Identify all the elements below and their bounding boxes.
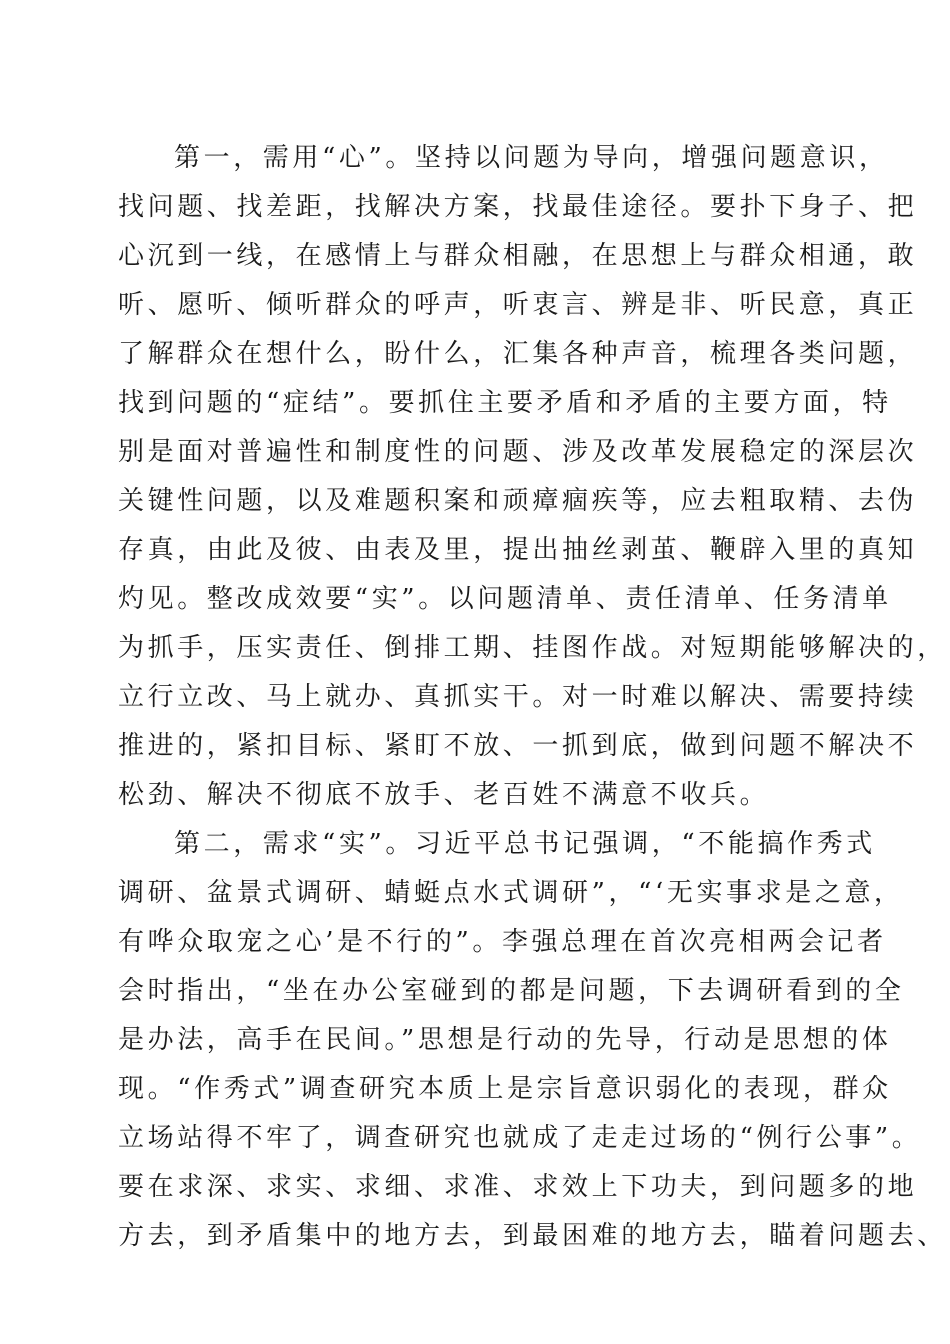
text-line: 找问题、找差距，找解决方案，找最佳途径。要扑下身子、把 [118, 192, 918, 222]
text-line: 找到问题的“症结”。要抓住主要矛盾和矛盾的主要方面，特 [118, 388, 892, 418]
text-line: 是办法，高手在民间。”思想是行动的先导，行动是思想的体 [118, 1025, 892, 1055]
paragraph-2 [118, 820, 947, 1261]
text-line: 第一，需用“心”。坚持以问题为导向，增强问题意识， [174, 143, 889, 173]
text-line: 松劲、解决不彻底不放手、老百姓不满意不收兵。 [118, 780, 770, 810]
text-line: 调研、盆景式调研、蜻蜓点水式调研”，“‘无实事求是之意， [118, 878, 904, 908]
text-line: 别是面对普遍性和制度性的问题、涉及改革发展稳定的深层次 [118, 437, 918, 467]
text-line: 灼见。整改成效要“实”。以问题清单、责任清单、任务清单 [118, 584, 892, 614]
text-line: 心沉到一线，在感情上与群众相融，在思想上与群众相通，敢 [118, 241, 918, 271]
paragraph-1 [118, 134, 947, 820]
text-line: 立场站得不牢了，调查研究也就成了走走过场的“例行公事”。 [118, 1123, 922, 1153]
text-line: 现。“作秀式”调查研究本质上是宗旨意识弱化的表现，群众 [118, 1074, 892, 1104]
text-line: 方去，到矛盾集中的地方去，到最困难的地方去，瞄着问题去、 [118, 1221, 947, 1251]
text-line: 有哗众取宠之心’是不行的”。李强总理在首次亮相两会记者 [118, 927, 887, 957]
text-line: 听、愿听、倾听群众的呼声，听衷言、辨是非、听民意，真正 [118, 290, 918, 320]
text-line: 要在求深、求实、求细、求准、求效上下功夫，到问题多的地 [118, 1172, 918, 1202]
text-line: 第二，需求“实”。习近平总书记强调，“不能搞作秀式 [174, 829, 876, 859]
document-body [118, 134, 947, 1261]
text-line: 存真，由此及彼、由表及里，提出抽丝剥茧、鞭辟入里的真知 [118, 535, 918, 565]
text-line: 关键性问题，以及难题积案和顽瘴痼疾等，应去粗取精、去伪 [118, 486, 918, 516]
text-line: 立行立改、马上就办、真抓实干。对一时难以解决、需要持续 [118, 682, 918, 712]
text-line: 为抓手，压实责任、倒排工期、挂图作战。对短期能够解决的， [118, 633, 947, 663]
text-line: 会时指出，“坐在办公室碰到的都是问题，下去调研看到的全 [118, 976, 905, 1006]
text-line: 了解群众在想什么，盼什么，汇集各种声音，梳理各类问题， [118, 339, 918, 369]
text-line: 推进的，紧扣目标、紧盯不放、一抓到底，做到问题不解决不 [118, 731, 918, 761]
